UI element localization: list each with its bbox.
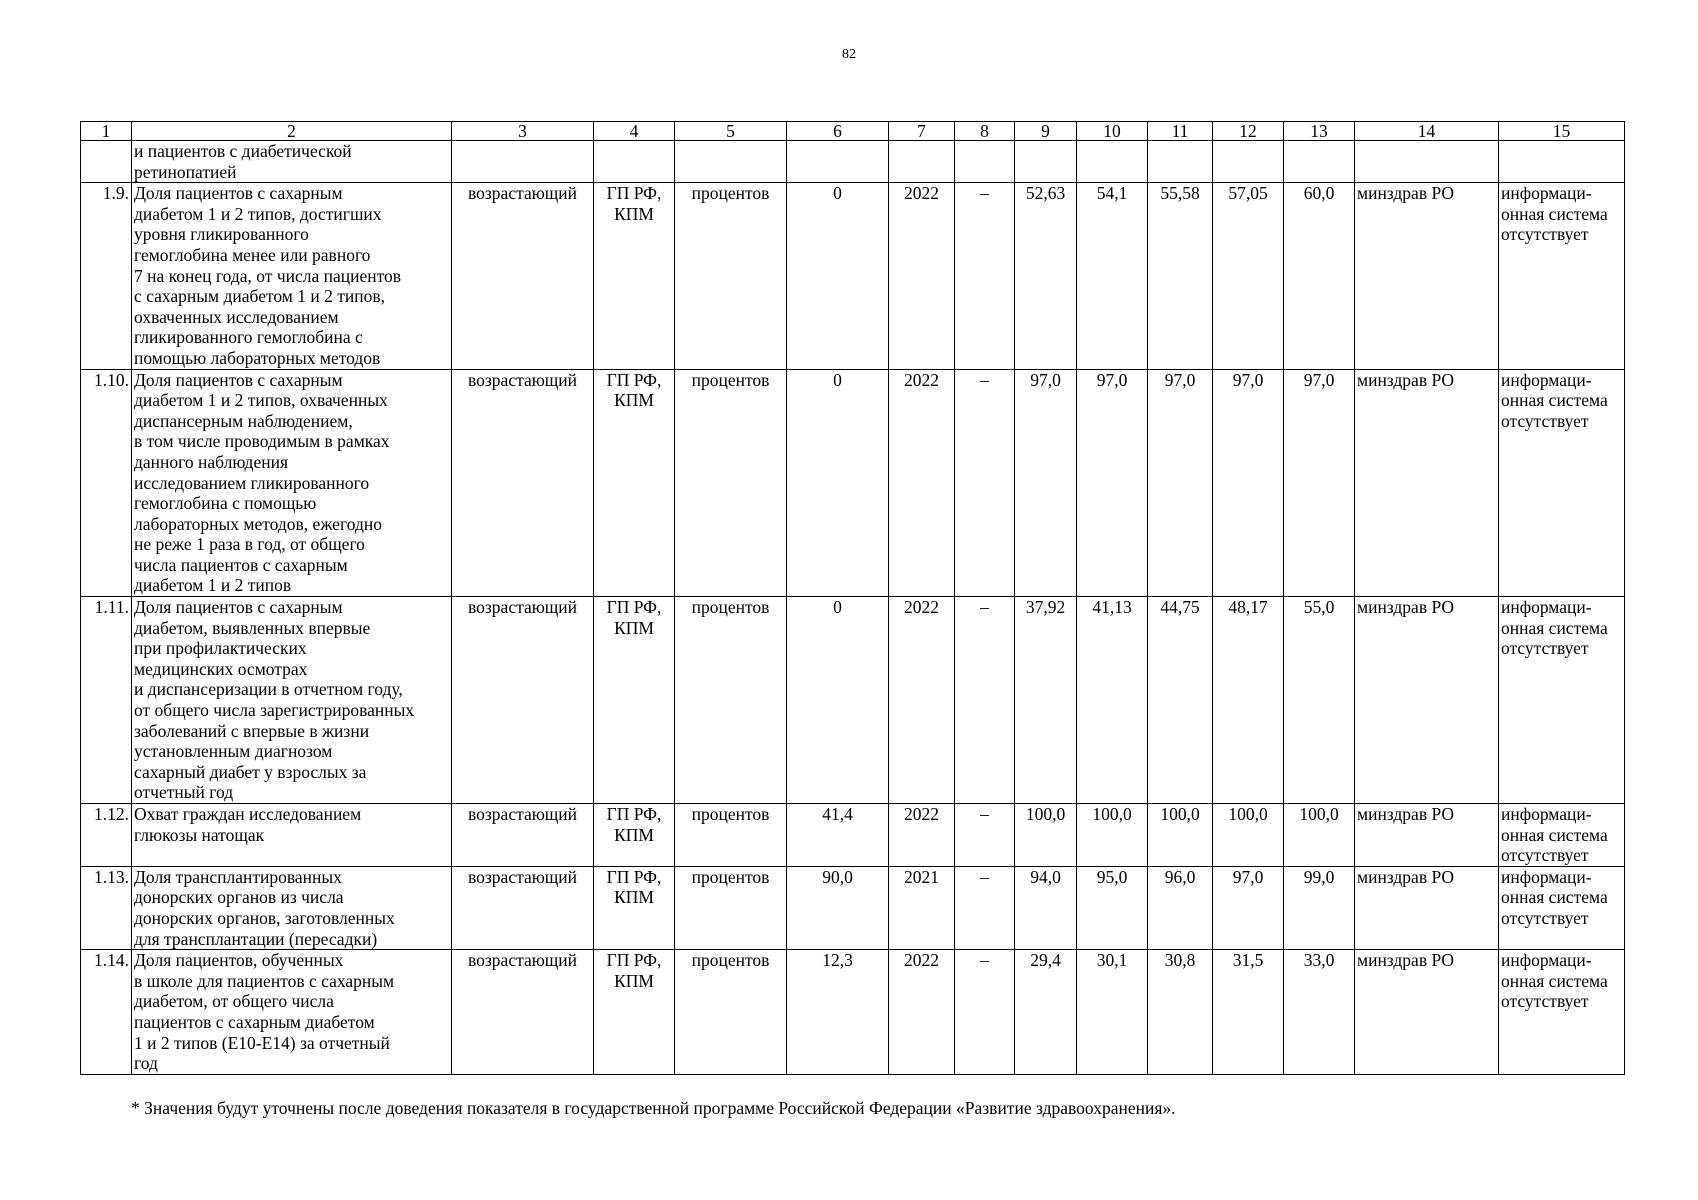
header-cell-2: 2 [132,122,452,141]
row-id: 1.9. [81,183,132,369]
row-responsible: минздрав РО [1355,597,1499,804]
row-base-value: 41,4 [787,804,889,867]
row-id: 1.12. [81,804,132,867]
row-description: Доля пациентов с сахарным диабетом, выявленных впервые при профилактических медицинских осмотрах и диспансеризации в отчетном году, от общего числа зарегистрированных заболеваний с впервые в жизни установленным диагнозом сахарный диабет у взрослых за отчетный год [132,597,452,804]
row-description: Доля трансплантированных донорских органов из числа донорских органов, заготовленных для трансплантации (пересадки) [132,866,452,949]
header-cell-5: 5 [675,122,787,141]
row-value-11: 30,8 [1148,950,1213,1075]
row-value-9: 29,4 [1015,950,1077,1075]
row-value-12: 97,0 [1213,866,1284,949]
row-value-11: 96,0 [1148,866,1213,949]
row-base-year: 2021 [889,866,955,949]
row-value-10: 30,1 [1077,950,1148,1075]
row-value-13: 100,0 [1284,804,1355,867]
row-unit: процентов [675,369,787,597]
page-number: 82 [842,47,856,62]
row-value-12: 48,17 [1213,597,1284,804]
table-row [81,369,1625,597]
row-value-11: 97,0 [1148,369,1213,597]
row-info-system: информаци- онная система отсутствует [1499,597,1625,804]
row-col8: – [955,597,1015,804]
row-value-12: 97,0 [1213,369,1284,597]
row-description: Доля пациентов с сахарным диабетом 1 и 2 типов, достигших уровня гликированного гемоглобина менее или равного 7 на конец года, от числа пациентов с сахарным диабетом 1 и 2 типов, охваченных исследованием гликированного гемоглобина с помощью лабораторных методов [132,183,452,369]
row-value-10: 97,0 [1077,369,1148,597]
row-source: ГП РФ, КПМ [594,866,675,949]
row-unit: процентов [675,804,787,867]
row-value-11: 44,75 [1148,597,1213,804]
header-cell-1: 1 [81,122,132,141]
row-base-year: 2022 [889,950,955,1075]
table-row [81,866,1625,949]
row-info-system: информаци- онная система отсутствует [1499,866,1625,949]
row-description: Доля пациентов, обученных в школе для пациентов с сахарным диабетом, от общего числа пациентов с сахарным диабетом 1 и 2 типов (Е10-Е14) за отчетный год [132,950,452,1075]
row-responsible: минздрав РО [1355,183,1499,369]
row-source: ГП РФ, КПМ [594,804,675,867]
row-responsible: минздрав РО [1355,369,1499,597]
row-value-13: 99,0 [1284,866,1355,949]
row-base-year: 2022 [889,804,955,867]
header-cell-12: 12 [1213,122,1284,141]
table-row [81,183,1625,369]
row-value-13: 97,0 [1284,369,1355,597]
table-row [81,597,1625,804]
row-value-9: 37,92 [1015,597,1077,804]
row-trend: возрастающий [452,597,594,804]
row-id: 1.14. [81,950,132,1075]
header-cell-10: 10 [1077,122,1148,141]
row-value-9: 52,63 [1015,183,1077,369]
header-cell-9: 9 [1015,122,1077,141]
row-id: 1.10. [81,369,132,597]
row-value-13: 60,0 [1284,183,1355,369]
table-rows [81,183,1625,1075]
row-responsible: минздрав РО [1355,804,1499,867]
row-value-9: 100,0 [1015,804,1077,867]
row-base-year: 2022 [889,369,955,597]
row-unit: процентов [675,183,787,369]
row-unit: процентов [675,950,787,1075]
header-cell-15: 15 [1499,122,1625,141]
table-row [81,950,1625,1075]
row-trend: возрастающий [452,950,594,1075]
row-trend: возрастающий [452,866,594,949]
row-value-13: 33,0 [1284,950,1355,1075]
row-responsible: минздрав РО [1355,950,1499,1075]
row-value-12: 57,05 [1213,183,1284,369]
row-description: Доля пациентов с сахарным диабетом 1 и 2 типов, охваченных диспансерным наблюдением, в том числе проводимым в рамках данного наблюдения исследованием гликированного гемоглобина с помощью лабораторных методов, ежегодно не реже 1 раза в год, от общего числа пациентов с сахарным диабетом 1 и 2 типов [132,369,452,597]
row-base-value: 90,0 [787,866,889,949]
row-value-13: 55,0 [1284,597,1355,804]
row-unit: процентов [675,597,787,804]
header-cell-3: 3 [452,122,594,141]
row-base-value: 0 [787,597,889,804]
row-col8: – [955,804,1015,867]
row-value-10: 41,13 [1077,597,1148,804]
row-source: ГП РФ, КПМ [594,183,675,369]
row-info-system: информаци- онная система отсутствует [1499,183,1625,369]
row-base-value: 0 [787,183,889,369]
row-source: ГП РФ, КПМ [594,369,675,597]
indicators-table [80,121,1625,1075]
row-id: 1.13. [81,866,132,949]
header-cell-13: 13 [1284,122,1355,141]
row-col8: – [955,183,1015,369]
row-col8: – [955,866,1015,949]
row-value-12: 100,0 [1213,804,1284,867]
row-info-system: информаци- онная система отсутствует [1499,369,1625,597]
row-trend: возрастающий [452,804,594,867]
row-base-year: 2022 [889,183,955,369]
row-value-9: 97,0 [1015,369,1077,597]
table-row [81,804,1625,867]
row-col8: – [955,369,1015,597]
header-row [81,122,1625,141]
row-source: ГП РФ, КПМ [594,597,675,804]
header-cell-4: 4 [594,122,675,141]
row-unit: процентов [675,866,787,949]
row-value-10: 100,0 [1077,804,1148,867]
row-info-system: информаци- онная система отсутствует [1499,804,1625,867]
row-value-12: 31,5 [1213,950,1284,1075]
continuation-row [81,141,1625,183]
header-cell-6: 6 [787,122,889,141]
row-id: 1.11. [81,597,132,804]
row-value-11: 55,58 [1148,183,1213,369]
row-value-9: 94,0 [1015,866,1077,949]
header-cell-8: 8 [955,122,1015,141]
row-trend: возрастающий [452,369,594,597]
row-base-value: 12,3 [787,950,889,1075]
row-value-10: 95,0 [1077,866,1148,949]
row-id-cell [81,141,132,183]
row-value-11: 100,0 [1148,804,1213,867]
row-description: Охват граждан исследованием глюкозы натощак [132,804,452,867]
header-cell-14: 14 [1355,122,1499,141]
row-base-year: 2022 [889,597,955,804]
row-trend: возрастающий [452,183,594,369]
header-cell-7: 7 [889,122,955,141]
footnote: * Значения будут уточнены после доведения показателя в государственной программе Российской Федерации «Развитие здравоохранения». [131,1098,1176,1118]
header-cell-11: 11 [1148,122,1213,141]
row-col8: – [955,950,1015,1075]
row-description: и пациентов с диабетической ретинопатией [132,141,452,183]
row-base-value: 0 [787,369,889,597]
row-info-system: информаци- онная система отсутствует [1499,950,1625,1075]
row-responsible: минздрав РО [1355,866,1499,949]
row-value-10: 54,1 [1077,183,1148,369]
row-source: ГП РФ, КПМ [594,950,675,1075]
